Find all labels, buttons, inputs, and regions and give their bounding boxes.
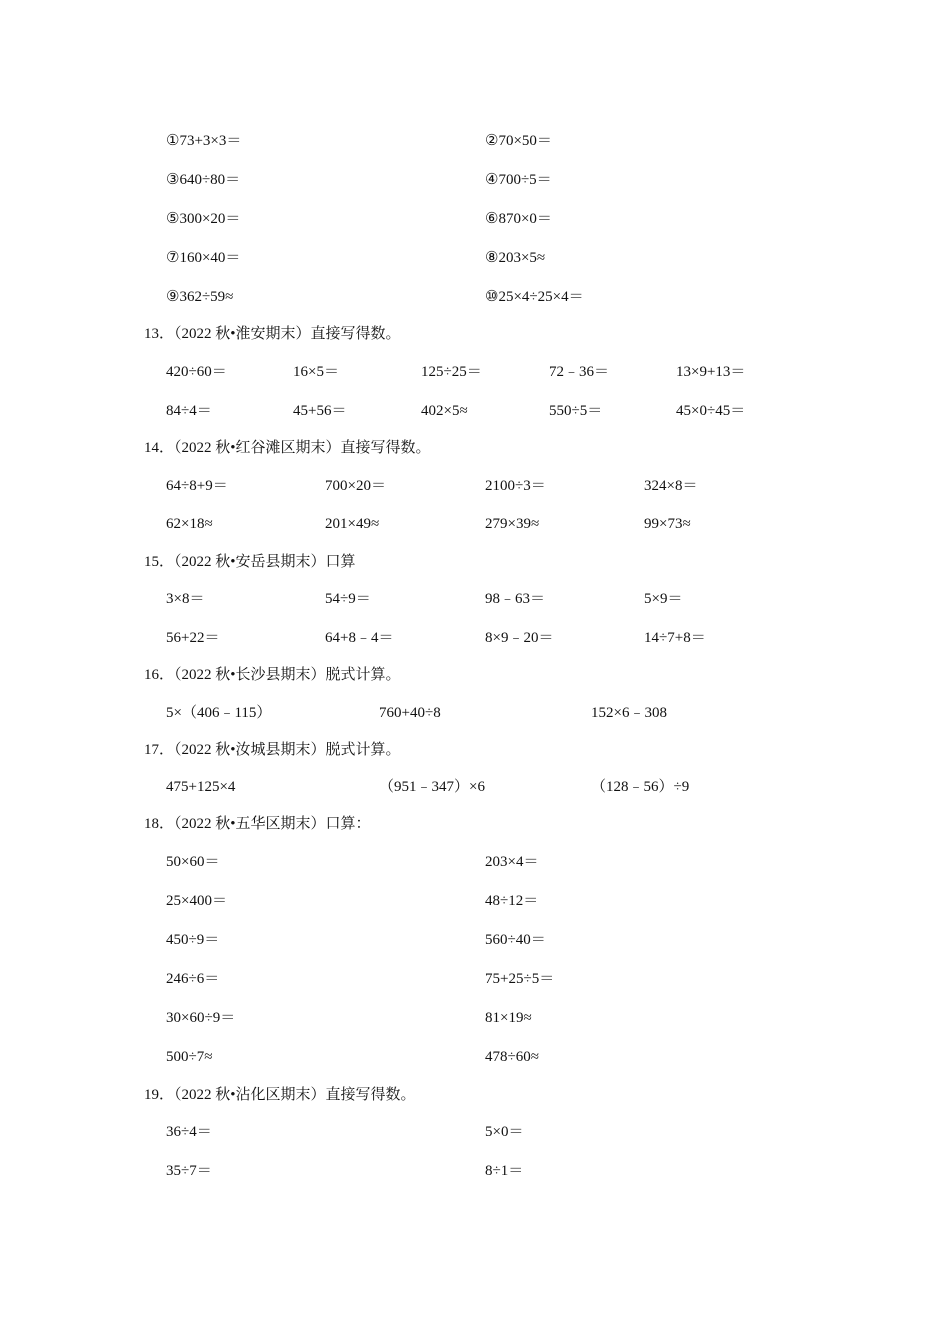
problem-row (0, 1161, 950, 1181)
problem: 81×19≈ (485, 1010, 532, 1026)
problem: 75+25÷5＝ (485, 971, 555, 987)
problem-row (0, 930, 950, 950)
problem-row (0, 131, 950, 151)
problem-row (0, 969, 950, 989)
problem: 35÷7＝ (166, 1163, 212, 1179)
problem-row (0, 362, 950, 382)
question-17-title: 17．（2022 秋•汝城县期末）脱式计算。 (144, 742, 401, 758)
problem: 203×4＝ (485, 854, 539, 870)
problem: 45×0÷45＝ (676, 403, 746, 419)
problem-row (0, 514, 950, 534)
problem: 5×（406﹣115） (166, 705, 272, 721)
problem: ②70×50＝ (485, 133, 552, 149)
question-14-title: 14．（2022 秋•红谷滩区期末）直接写得数。 (144, 440, 431, 456)
problem-row (0, 209, 950, 229)
problem: 99×73≈ (644, 516, 691, 532)
problem: 550÷5＝ (549, 403, 603, 419)
problem-row (0, 170, 950, 190)
problem-row (0, 248, 950, 268)
problem: 5×0＝ (485, 1124, 524, 1140)
problem: 98﹣63＝ (485, 591, 546, 607)
question-13-title: 13．（2022 秋•淮安期末）直接写得数。 (144, 326, 401, 342)
problem: 84÷4＝ (166, 403, 212, 419)
question-16-title: 16．（2022 秋•长沙县期末）脱式计算。 (144, 667, 401, 683)
problem: 279×39≈ (485, 516, 540, 532)
problem-row (0, 891, 950, 911)
problem-row (0, 589, 950, 609)
problem: ⑥870×0＝ (485, 211, 552, 227)
problem: 30×60÷9＝ (166, 1010, 236, 1026)
problem: 500÷7≈ (166, 1049, 213, 1065)
problem: 62×18≈ (166, 516, 213, 532)
question-19-title: 19．（2022 秋•沾化区期末）直接写得数。 (144, 1087, 416, 1103)
problem: ⑩25×4÷25×4＝ (485, 289, 584, 305)
problem: 760+40÷8 (379, 705, 441, 721)
problem-row (0, 287, 950, 307)
problem: 54÷9＝ (325, 591, 371, 607)
problem: （951﹣347）×6 (379, 779, 485, 795)
problem-row (0, 401, 950, 421)
problem: 14÷7+8＝ (644, 630, 706, 646)
problem: 420÷60＝ (166, 364, 227, 380)
problem: 402×5≈ (421, 403, 468, 419)
problem: ⑨362÷59≈ (166, 289, 234, 305)
problem-row (0, 628, 950, 648)
problem: 45+56＝ (293, 403, 347, 419)
problem: 475+125×4 (166, 779, 236, 795)
problem: 16×5＝ (293, 364, 339, 380)
problem: ④700÷5＝ (485, 172, 552, 188)
problem-row (0, 1122, 950, 1142)
problem: 5×9＝ (644, 591, 683, 607)
problem: 8×9﹣20＝ (485, 630, 554, 646)
problem: 246÷6＝ (166, 971, 220, 987)
problem: 50×60＝ (166, 854, 220, 870)
problem: 201×49≈ (325, 516, 380, 532)
problem: 450÷9＝ (166, 932, 220, 948)
problem-row (0, 703, 950, 723)
problem-row (0, 1047, 950, 1067)
problem: 478÷60≈ (485, 1049, 539, 1065)
problem: 2100÷3＝ (485, 478, 546, 494)
problem: 56+22＝ (166, 630, 220, 646)
problem: 560÷40＝ (485, 932, 546, 948)
problem-row (0, 777, 950, 797)
problem: 36÷4＝ (166, 1124, 212, 1140)
problem: 48÷12＝ (485, 893, 539, 909)
problem: ⑦160×40＝ (166, 250, 241, 266)
problem: ⑤300×20＝ (166, 211, 241, 227)
problem: 152×6﹣308 (591, 705, 667, 721)
problem: 3×8＝ (166, 591, 205, 607)
problem: 64÷8+9＝ (166, 478, 228, 494)
problem: （128﹣56）÷9 (591, 779, 690, 795)
problem: 324×8＝ (644, 478, 698, 494)
problem: 25×400＝ (166, 893, 227, 909)
problem-row (0, 476, 950, 496)
problem-row (0, 852, 950, 872)
question-18-title: 18．（2022 秋•五华区期末）口算： (144, 816, 371, 832)
problem: ③640÷80＝ (166, 172, 241, 188)
problem: ①73+3×3＝ (166, 133, 242, 149)
question-15-title: 15．（2022 秋•安岳县期末）口算 (144, 554, 356, 570)
problem: 13×9+13＝ (676, 364, 746, 380)
problem: ⑧203×5≈ (485, 250, 546, 266)
problem-row (0, 1008, 950, 1028)
problem: 72﹣36＝ (549, 364, 610, 380)
problem: 700×20＝ (325, 478, 386, 494)
problem: 64+8﹣4＝ (325, 630, 394, 646)
problem: 8÷1＝ (485, 1163, 524, 1179)
problem: 125÷25＝ (421, 364, 482, 380)
